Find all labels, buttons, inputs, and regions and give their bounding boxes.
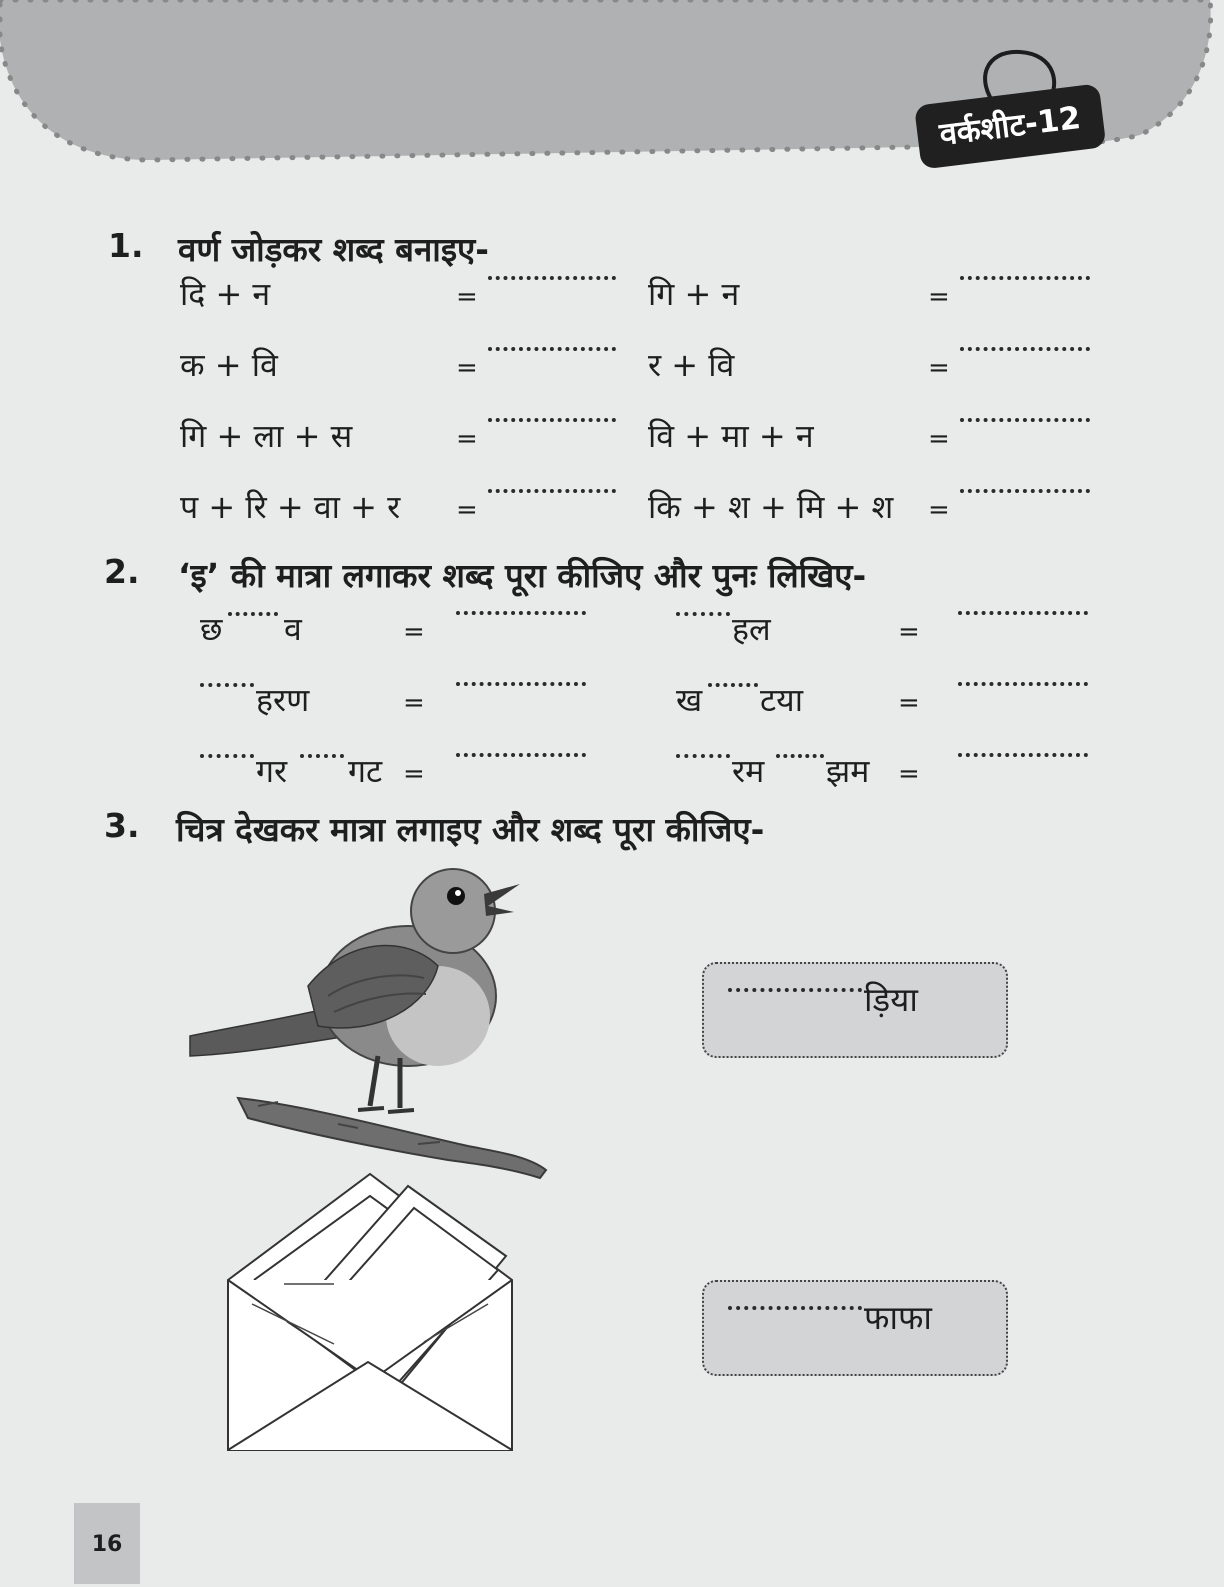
question-number: 1. (108, 226, 144, 265)
question-number: 2. (104, 552, 140, 591)
equals-sign: = (928, 353, 950, 383)
equals-sign: = (456, 495, 478, 525)
envelope-answer-box[interactable] (702, 1280, 1008, 1376)
answer-blank[interactable] (728, 988, 862, 992)
equals-sign: = (928, 495, 950, 525)
answer-blank[interactable] (958, 611, 1088, 615)
answer-blank[interactable] (960, 276, 1090, 280)
answer-blank[interactable] (488, 489, 616, 493)
answer-blank[interactable] (958, 682, 1088, 686)
matra-blank[interactable] (776, 754, 824, 758)
page-number: 16 (74, 1503, 140, 1584)
answer-blank[interactable] (960, 489, 1090, 493)
equals-sign: = (928, 424, 950, 454)
q1-right-expr: गि + न (648, 275, 740, 313)
word-suffix: ड़िया (864, 980, 918, 1019)
worksheet-tag: वर्कशीट-12 (914, 83, 1106, 169)
equals-sign: = (928, 282, 950, 312)
q1-right-expr: र + वि (648, 346, 735, 384)
q2-word-part: गर (256, 752, 288, 790)
matra-blank[interactable] (228, 612, 278, 616)
answer-blank[interactable] (488, 276, 616, 280)
question-title: ‘इ’ की मात्रा लगाकर शब्द पूरा कीजिए और पुनः लिखिए- (178, 556, 867, 595)
q2-word-part: व (284, 610, 302, 648)
q1-right-expr: वि + मा + न (648, 417, 814, 455)
q2-word-part: छ (200, 610, 223, 648)
word-suffix: फाफा (864, 1298, 932, 1337)
envelope-image (224, 1172, 516, 1454)
q2-word-part: हल (732, 610, 771, 648)
matra-blank[interactable] (300, 754, 344, 758)
equals-sign: = (898, 759, 920, 789)
equals-sign: = (403, 688, 425, 718)
answer-blank[interactable] (456, 753, 586, 757)
q2-word-part: झम (826, 752, 870, 790)
question-title: वर्ण जोड़कर शब्द बनाइए- (178, 230, 490, 269)
matra-blank[interactable] (200, 683, 254, 687)
matra-blank[interactable] (676, 612, 730, 616)
matra-blank[interactable] (708, 683, 758, 687)
q1-left-expr: क + वि (180, 346, 278, 384)
equals-sign: = (456, 424, 478, 454)
equals-sign: = (456, 353, 478, 383)
q1-right-expr: कि + श + मि + श (648, 488, 894, 526)
answer-blank[interactable] (958, 753, 1088, 757)
equals-sign: = (456, 282, 478, 312)
question-title: चित्र देखकर मात्रा लगाइए और शब्द पूरा कीजिए- (176, 810, 765, 849)
equals-sign: = (403, 617, 425, 647)
q2-word-part: हरण (256, 681, 310, 719)
answer-blank[interactable] (456, 682, 586, 686)
answer-blank[interactable] (728, 1306, 862, 1310)
q1-left-expr: प + रि + वा + र (180, 488, 401, 526)
q1-left-expr: दि + न (180, 275, 271, 313)
matra-blank[interactable] (200, 754, 254, 758)
q2-word-part: गट (348, 752, 383, 790)
answer-blank[interactable] (960, 418, 1090, 422)
matra-blank[interactable] (676, 754, 730, 758)
equals-sign: = (898, 688, 920, 718)
bird-image (188, 866, 550, 1188)
answer-blank[interactable] (488, 418, 616, 422)
question-number: 3. (104, 806, 140, 845)
equals-sign: = (898, 617, 920, 647)
q2-word-part: ख (676, 681, 703, 719)
answer-blank[interactable] (488, 347, 616, 351)
q2-word-part: टया (760, 681, 803, 719)
answer-blank[interactable] (456, 611, 586, 615)
equals-sign: = (403, 759, 425, 789)
bird-answer-box[interactable] (702, 962, 1008, 1058)
q2-word-part: रम (732, 752, 765, 790)
answer-blank[interactable] (960, 347, 1090, 351)
q1-left-expr: गि + ला + स (180, 417, 353, 455)
